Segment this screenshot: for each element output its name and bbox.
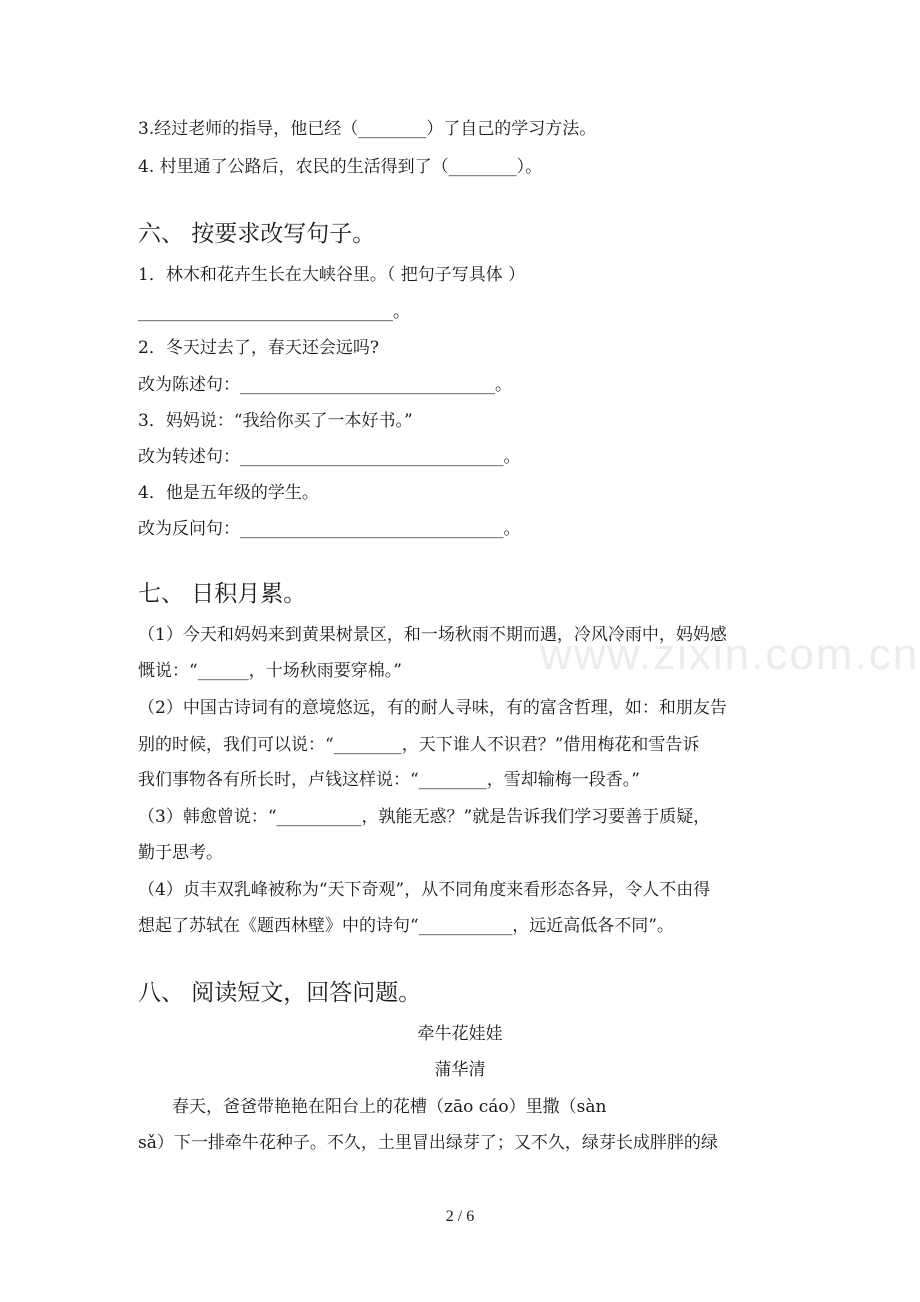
section-8-heading: 八、 阅读短文，回答问题。 (138, 980, 422, 1006)
section-7-line: 我们事物各有所长时，卢钱这样说：“________，雪却输梅一段香。” (138, 770, 640, 790)
story-paragraph-line: 春天，爸爸带艳艳在阳台上的花槽（zāo cáo）里撒（sàn (172, 1097, 607, 1117)
answer-line-6-2: 改为陈述句：______________________________。 (138, 375, 512, 395)
section-7-heading: 七、 日积月累。 (138, 581, 307, 607)
question-6-1: 1．林木和花卉生长在大峡谷里。（ 把句子写具体 ） (138, 265, 526, 285)
section-7-line: （3）韩愈曾说：“__________，孰能无惑？”就是告诉我们学习要善于质疑， (138, 807, 711, 827)
section-7-line: （1）今天和妈妈来到黄果树景区，和一场秋雨不期而遇，冷风冷雨中，妈妈感 (138, 625, 727, 645)
section-7-line: （2）中国古诗词有的意境悠远，有的耐人寻味，有的富含哲理，如：和朋友告 (138, 698, 727, 718)
watermark: www.zixin.com.cn (540, 630, 920, 679)
answer-line-6-4: 改为反问句：_______________________________。 (138, 519, 521, 539)
story-title: 牵牛花娃娃 (417, 1024, 503, 1044)
story-paragraph-line: sǎ）下一排牵牛花种子。不久，土里冒出绿芽了；又不久，绿芽长成胖胖的绿 (138, 1133, 718, 1153)
question-6-2: 2．冬天过去了，春天还会远吗? (138, 338, 379, 358)
section-6-heading: 六、 按要求改写句子。 (138, 221, 376, 247)
section-7-line: 慨说：“______，十场秋雨要穿棉。” (138, 661, 402, 681)
section-7-line: 别的时候，我们可以说：“________，天下谁人不识君？”借用梅花和雪告诉 (138, 735, 700, 755)
story-author: 蒲华清 (434, 1060, 486, 1080)
section-7-line: 想起了苏轼在《题西林壁》中的诗句“___________，远近高低各不同”。 (138, 916, 674, 936)
question-6-3: 3．妈妈说：“我给你买了一本好书。” (138, 411, 413, 431)
question-5-3: 3.经过老师的指导，他已经（________）了自己的学习方法。 (138, 119, 597, 139)
section-7-line: （4）贞丰双乳峰被称为“天下奇观”，从不同角度来看形态各异，令人不由得 (138, 880, 711, 900)
answer-line-6-3: 改为转述句：_______________________________。 (138, 447, 521, 467)
page-number: 2 / 6 (445, 1208, 475, 1225)
question-6-4: 4．他是五年级的学生。 (138, 483, 319, 503)
answer-line-6-1: ______________________________。 (138, 302, 410, 322)
question-5-4: 4. 村里通了公路后，农民的生活得到了（________）。 (138, 157, 543, 177)
section-7-line: 勤于思考。 (138, 843, 223, 863)
